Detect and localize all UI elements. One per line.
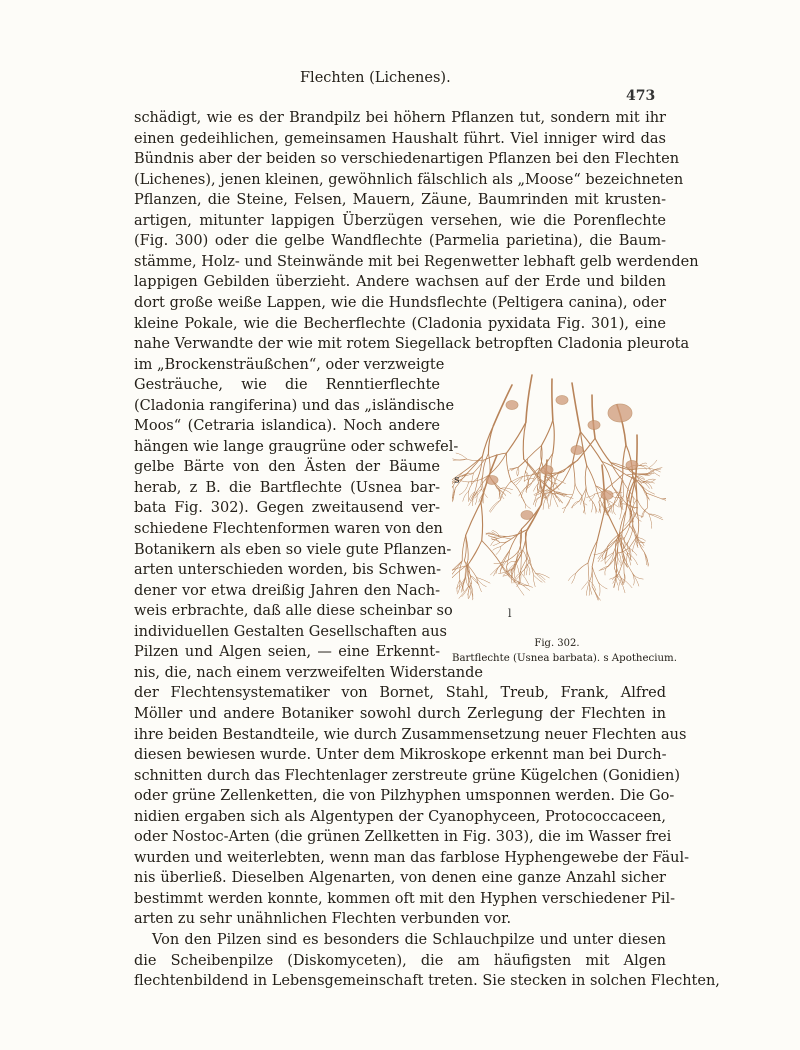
- text-line: nis überließ. Dieselben Algenarten, von denen eine ganze Anzahl sicher: [134, 870, 666, 887]
- lichen-branch: [511, 481, 522, 497]
- lichen-branch: [649, 514, 652, 528]
- text-line: nis, die, nach einem verzweifelten Widerstande: [134, 664, 484, 681]
- lichen-branch: [637, 499, 649, 514]
- lichen-branch: [483, 453, 489, 475]
- lichen-branch: [521, 487, 526, 498]
- apothecium: [601, 491, 613, 500]
- lichen-branch: [539, 473, 540, 490]
- lichen-branch: [595, 438, 611, 462]
- lichen-branch: [572, 383, 580, 432]
- lichen-branch: [521, 572, 529, 584]
- lichen-branch: [459, 561, 462, 580]
- lichen-branch: [580, 496, 581, 505]
- lichen-branch: [526, 375, 532, 422]
- lichen-branch: [623, 445, 626, 475]
- lichen-branch: [573, 462, 575, 484]
- lichen-branch: [562, 500, 570, 509]
- lichen-branch: [613, 506, 615, 515]
- lichen-branch: [457, 580, 460, 592]
- text-line: weis erbrachte, daß alle diese scheinbar so: [134, 603, 453, 620]
- text-line: oder Nostoc-Arten (die grünen Zellketten in Fig. 303), die im Wasser frei: [134, 829, 672, 846]
- text-line: (Cladonia rangiferina) und das „isländische: [134, 397, 455, 414]
- lichen-branch: [588, 540, 597, 563]
- lichen-branch: [589, 566, 592, 582]
- lichen-branch: [585, 465, 586, 487]
- text-line: dort große weiße Lappen, wie die Hundsflechte (Peltigera canina), oder: [134, 294, 666, 311]
- lichen-branch: [553, 420, 554, 453]
- lichen-branch: [625, 558, 633, 573]
- lichen-branch: [633, 541, 636, 551]
- lichen-branch: [644, 471, 654, 474]
- text-line: schädigt, wie es der Brandpilz bei höhern Pflanzen tut, sondern mit ihr: [134, 110, 666, 126]
- text-line: der Flechtensystematiker von Bornet, Stahl, Treub, Frank, Alfred: [134, 685, 666, 702]
- text-line: individuellen Gestalten Gesellschaften aus: [134, 623, 447, 640]
- text-line: herab, z B. die Bartflechte (Usnea bar-: [134, 479, 440, 496]
- lichen-branch: [518, 459, 527, 467]
- text-line: arten unterschieden worden, bis Schwen-: [134, 562, 441, 579]
- text-line: stämme, Holz- und Steinwände mit bei Regenwetter lebhaft gelb werdenden: [134, 253, 699, 270]
- lichen-branch: [618, 551, 621, 565]
- text-line: Bündnis aber der beiden so verschiedenartigen Pflanzen bei den Flechten: [134, 151, 680, 168]
- text-line: lappigen Gebilden überzieht. Andere wachsen auf der Erde und bilden: [134, 274, 666, 291]
- lichen-branch: [580, 432, 601, 462]
- lichen-branch: [490, 500, 500, 512]
- lichen-branch: [616, 576, 622, 585]
- apothecium: [486, 476, 498, 485]
- lichen-branch: [543, 497, 546, 509]
- lichen-branch: [463, 456, 482, 472]
- page-number: 473: [626, 88, 656, 104]
- lichen-branch: [597, 508, 605, 540]
- lichen-branch: [463, 491, 469, 501]
- lichen-branch: [500, 481, 511, 500]
- apothecium: [506, 401, 518, 410]
- lichen-branch: [648, 460, 656, 468]
- apothecium: [571, 446, 583, 455]
- lichen-branch: [586, 582, 589, 595]
- text-line: Pilzen und Algen seien, — eine Erkennt-: [134, 644, 440, 661]
- text-line: Gesträuche, wie die Renntierflechte: [134, 377, 440, 394]
- lichen-branch: [630, 506, 631, 526]
- text-line: (Lichenes), jenen kleinen, gewöhnlich fälschlich als „Moose“ bezeichneten: [134, 171, 684, 188]
- lichen-branch: [493, 547, 501, 551]
- lichen-branch: [459, 482, 468, 495]
- lichen-branch: [592, 540, 597, 566]
- lichen-branch: [511, 530, 527, 539]
- text-line: gelbe Bärte von den Ästen der Bäume: [134, 459, 440, 476]
- lichen-branch: [630, 478, 636, 506]
- text-line: ihre beiden Bestandteile, wie durch Zusammensetzung neuer Flechten aus: [134, 726, 687, 743]
- lichen-branch: [619, 578, 622, 590]
- lichen-branch: [499, 537, 511, 539]
- lichen-branch: [542, 420, 553, 445]
- text-line: nahe Verwandte der wie mit rotem Siegellack betropften Cladonia pleurota: [134, 336, 690, 353]
- lichen-branch: [624, 558, 625, 573]
- lichen-branch: [582, 580, 589, 589]
- lichen-branch: [527, 445, 541, 458]
- lichen-branch: [636, 435, 637, 478]
- lichen-branch: [592, 566, 598, 582]
- lichen-branch: [468, 541, 481, 565]
- lichen-branch: [583, 487, 586, 503]
- lichen-branch: [622, 510, 626, 535]
- lichen-branch: [500, 539, 511, 543]
- lichen-branch: [456, 453, 467, 459]
- lichen-branch: [506, 453, 511, 481]
- lichen-branch: [592, 587, 600, 601]
- lichen-branch: [536, 574, 545, 580]
- lichen-branch: [623, 480, 624, 496]
- text-line: Botanikern als eben so viele gute Pflanzen-: [134, 541, 452, 558]
- text-line: die Scheibenpilze (Diskomyceten), die am häufigsten mit Algen: [134, 952, 666, 969]
- lichen-branch: [452, 561, 462, 573]
- lichen-branch: [633, 573, 639, 586]
- lichen-branch: [636, 478, 637, 512]
- apothecium: [521, 511, 533, 520]
- text-line: bata Fig. 302). Gegen zweitausend ver-: [134, 500, 440, 517]
- apothecium: [626, 461, 638, 470]
- lichen-branch: [552, 379, 553, 420]
- text-line: dener vor etwa dreißig Jahren den Nach-: [134, 582, 440, 599]
- lichen-branch: [533, 497, 540, 505]
- text-line: bestimmt werden konnte, kommen oft mit den Hyphen verschiedener Pil-: [134, 890, 676, 907]
- lichen-branch: [589, 494, 595, 501]
- text-line: schiedene Flechtenformen waren von den: [134, 521, 443, 537]
- text-line: Von den Pilzen sind es besonders die Schlauchpilze und unter diesen: [152, 932, 666, 948]
- lichen-branch: [662, 496, 666, 499]
- text-line: diesen bewiesen wurde. Unter dem Mikroskope erkennt man bei Durch-: [134, 747, 667, 764]
- lichen-branch: [591, 501, 592, 512]
- lichen-branch: [587, 465, 596, 485]
- figure-number: Fig. 302.: [534, 638, 580, 649]
- lichen-branch: [552, 493, 558, 506]
- apothecium: [608, 404, 632, 422]
- lichen-branch: [642, 508, 648, 518]
- apothecium: [556, 396, 568, 405]
- apothecium: [541, 466, 553, 475]
- text-line: einen gedeihlichen, gemeinsamen Haushalt führt. Viel inniger wird das: [134, 130, 666, 147]
- lichen-branch: [534, 575, 536, 586]
- lichen-branch: [588, 563, 589, 580]
- lichen-branch: [662, 499, 666, 503]
- running-title: Flechten (Lichenes).: [300, 70, 451, 86]
- text-line: nidien ergaben sich als Algentypen der Cyanophyceen, Protococcaceen,: [134, 808, 666, 825]
- lichen-branch: [605, 508, 618, 535]
- lichen-branch: [516, 563, 518, 572]
- text-line: Pflanzen, die Steine, Felsen, Mauern, Zäune, Baumrinden mit krusten-: [134, 192, 666, 209]
- usnea-illustration: [452, 365, 666, 637]
- lichen-branch: [571, 501, 579, 508]
- figure-label-l: l: [508, 607, 512, 620]
- text-line: Möller und andere Botaniker sowohl durch Zerlegung der Flechten in: [134, 705, 666, 722]
- text-line: wurden und weiterlebten, wenn man das farblose Hyphengewebe der Fäul-: [134, 849, 690, 866]
- text-line: hängen wie lange graugrüne oder schwefel-: [134, 438, 459, 455]
- text-line: Moos“ (Cetraria islandica). Noch andere: [134, 418, 440, 435]
- text-line: im „Brockensträußchen“, oder verzweigte: [134, 356, 445, 373]
- lichen-branch: [467, 459, 485, 461]
- text-line: flechtenbildend in Lebensgemeinschaft treten. Sie stecken in solchen Flechten,: [134, 973, 720, 990]
- lichen-branch: [575, 483, 582, 495]
- lichen-branch: [481, 502, 483, 540]
- apothecium: [588, 421, 600, 430]
- text-line: kleine Pokale, wie die Becherflechte (Cladonia pyxidata Fig. 301), eine: [134, 315, 666, 332]
- lichen-branch: [601, 553, 614, 562]
- lichen-branch: [550, 493, 552, 507]
- lichen-branch: [493, 543, 500, 546]
- lichen-branch: [576, 563, 588, 573]
- text-line: arten zu sehr unähnlichen Flechten verbunden vor.: [134, 911, 512, 928]
- lichen-branch: [466, 502, 481, 535]
- text-line: artigen, mitunter lappigen Überzügen versehen, wie die Porenflechte: [134, 212, 666, 229]
- text-line: (Fig. 300) oder die gelbe Wandflechte (Parmelia parietina), die Baum-: [134, 233, 666, 250]
- lichen-branch: [602, 465, 605, 508]
- figure-caption: Bartflechte (Usnea barbata). s Apothecium.: [452, 653, 677, 664]
- lichen-branch: [593, 501, 597, 511]
- lichen-branch: [523, 422, 526, 459]
- lichen-branch: [625, 526, 630, 538]
- figure-label-s: s: [454, 473, 460, 486]
- lichen-branch: [489, 453, 507, 475]
- lichen-branch: [623, 573, 624, 583]
- lichen-branch: [592, 395, 595, 438]
- text-line: schnitten durch das Flechtenlager zerstreute grüne Kügelchen (Gonidien): [134, 767, 680, 784]
- text-line: oder grüne Zellenketten, die von Pilzhyphen umsponnen werden. Die Go-: [134, 788, 675, 805]
- lichen-branch: [530, 559, 534, 575]
